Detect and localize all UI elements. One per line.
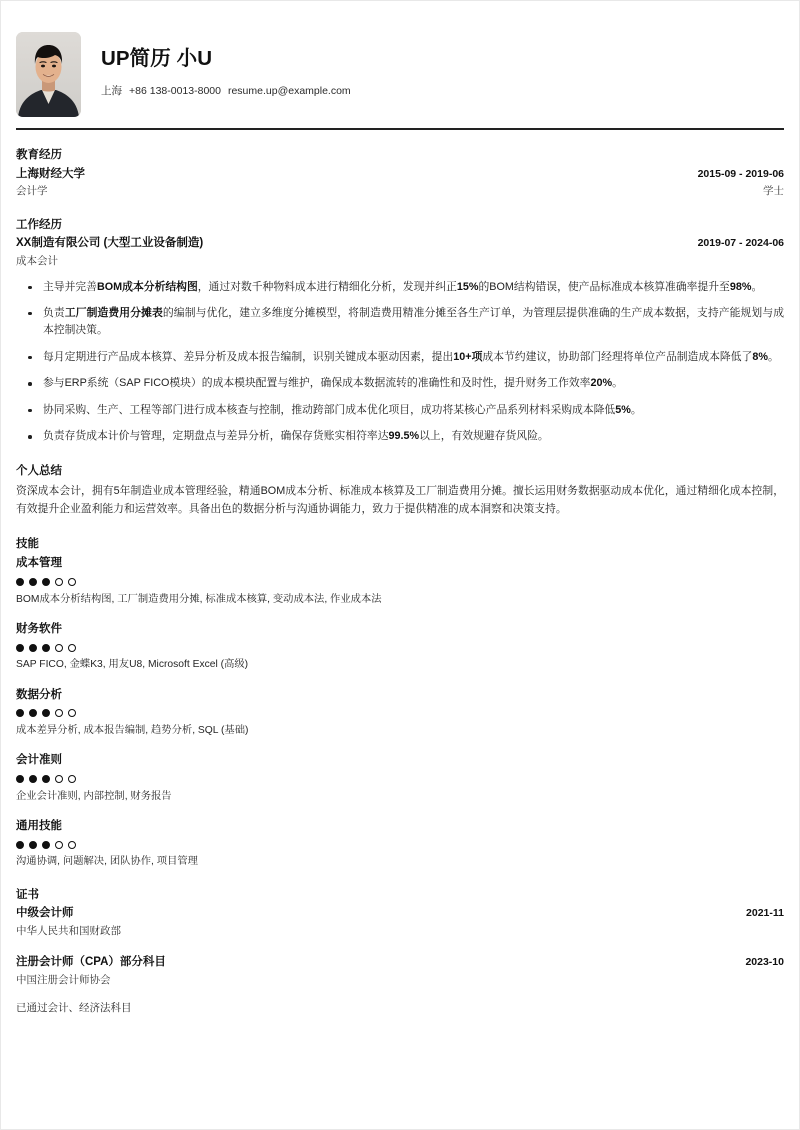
section-work	[16, 217, 784, 446]
bullet-text: 以上，有效规避存货风险。	[419, 430, 549, 443]
bullet-text: 。	[767, 350, 779, 363]
section-certificates	[16, 887, 784, 1017]
contact-location: 上海	[101, 84, 122, 97]
skill-dot-filled	[29, 709, 37, 717]
bullet-text: 的BOM结构错误，使产品标准成本核算准确率提升至	[478, 280, 730, 293]
certificate-title: 注册会计师（CPA）部分科目	[16, 956, 166, 969]
skill-dot-filled	[42, 644, 50, 652]
skill-description: 成本差异分析, 成本报告编制, 趋势分析, SQL (基础)	[16, 724, 249, 736]
section-title-skills: 技能	[16, 537, 39, 550]
contact-email: resume.up@example.com	[227, 84, 351, 97]
certificate-issuer: 中华人民共和国财政部	[16, 925, 121, 938]
work-bullet	[16, 305, 784, 340]
skill-name: 会计准则	[16, 754, 62, 767]
bullet-text: 。	[751, 280, 763, 293]
skill-dot-empty	[68, 578, 76, 586]
skill-level-dots	[16, 643, 784, 652]
bullet-text: 参与ERP系统（SAP FICO模块）的成本模块配置与维护，确保成本数据流转的准确性和及时性，提升财务工作效率	[43, 377, 591, 390]
bullet-highlight: 98%	[729, 280, 752, 293]
skill-dot-filled	[29, 644, 37, 652]
certificate-entry-header	[16, 954, 784, 972]
bullet-text: 协同采购、生产、工程等部门进行成本核查与控制，推动跨部门成本优化项目，成功将某核心产品系列材料采购成本降低	[43, 403, 616, 416]
skill-dot-filled	[29, 578, 37, 586]
skill-list	[16, 555, 784, 869]
section-title-summary: 个人总结	[16, 464, 62, 477]
contact-line	[101, 85, 351, 99]
work-entry	[16, 235, 784, 445]
certificate-issuer: 中国注册会计师协会	[16, 974, 111, 987]
bullet-text: 。	[630, 403, 642, 416]
bullet-text: 主导并完善	[43, 280, 97, 293]
section-education	[16, 147, 784, 200]
work-entry-detail	[16, 253, 784, 269]
work-bullet	[16, 402, 784, 419]
work-role: 成本会计	[16, 255, 58, 268]
section-summary	[16, 463, 784, 519]
skill-dot-filled	[42, 709, 50, 717]
certificate-entry-header	[16, 905, 784, 923]
bullet-highlight: 15%	[456, 280, 479, 293]
skill-dot-filled	[42, 578, 50, 586]
skill-dot-empty	[68, 841, 76, 849]
summary-text: 资深成本会计，拥有5年制造业成本管理经验，精通BOM成本分析、标准成本核算及工厂制造费用分摊。擅长运用财务数据驱动成本优化，通过精细化成本控制，有效提升企业盈利能力和运营效率。具备出色的数据分析与沟通协调能力，致力于提供精准的成本洞察和决策支持。	[16, 484, 784, 516]
skill-dot-empty	[55, 841, 63, 849]
education-entry-header	[16, 166, 784, 184]
certificate-entry	[16, 954, 784, 1017]
header-divider	[16, 128, 784, 130]
skill-name: 财务软件	[16, 623, 62, 636]
skill-level-dots	[16, 709, 784, 718]
skill-level-dots	[16, 578, 784, 587]
certificate-title: 中级会计师	[16, 907, 74, 920]
skill-description: 企业会计准则, 内部控制, 财务报告	[16, 790, 172, 802]
bullet-highlight: 5%	[615, 403, 631, 416]
work-bullet-list	[16, 279, 784, 446]
skill-item	[16, 687, 784, 739]
bullet-highlight: BOM成本分析结构图	[96, 280, 198, 293]
skill-level-dots	[16, 775, 784, 784]
skill-dot-filled	[16, 644, 24, 652]
skill-item	[16, 818, 784, 870]
skill-dot-filled	[42, 775, 50, 783]
education-school: 上海财经大学	[16, 167, 85, 180]
skill-dot-empty	[68, 775, 76, 783]
work-bullet	[16, 349, 784, 366]
work-bullet	[16, 375, 784, 392]
education-entry	[16, 166, 784, 200]
skill-dot-filled	[16, 841, 24, 849]
resume-body	[1, 147, 799, 1017]
bullet-highlight: 工厂制造费用分摊表	[64, 306, 163, 319]
skill-dot-empty	[68, 644, 76, 652]
certificate-date: 2021-11	[746, 907, 784, 920]
skill-dot-filled	[42, 841, 50, 849]
work-date: 2019-07 - 2024-06	[697, 237, 784, 250]
resume-content	[1, 1, 799, 105]
bullet-text: 成本节约建议，协助部门经理将单位产品制造成本降低了	[482, 350, 753, 363]
skill-dot-empty	[55, 775, 63, 783]
section-title-work: 工作经历	[16, 218, 62, 231]
work-entry-header	[16, 235, 784, 253]
education-degree: 学士	[763, 185, 784, 198]
skill-description: BOM成本分析结构图, 工厂制造费用分摊, 标准成本核算, 变动成本法, 作业成本法	[16, 593, 382, 605]
identity-block	[101, 47, 351, 100]
work-company: XX制造有限公司 (大型工业设备制造)	[16, 237, 204, 250]
skill-level-dots	[16, 840, 784, 849]
page-title: UP简历 小U	[101, 47, 213, 71]
skill-dot-empty	[68, 709, 76, 717]
skill-item	[16, 555, 784, 607]
skill-item	[16, 752, 784, 804]
avatar	[16, 32, 81, 117]
bullet-highlight: 10+项	[453, 350, 483, 363]
bullet-highlight: 8%	[752, 350, 768, 363]
bullet-text: ，通过对数千种物料成本进行精细化分析，发现并纠正	[197, 280, 457, 293]
skill-dot-empty	[55, 644, 63, 652]
skill-name: 成本管理	[16, 557, 62, 570]
bullet-highlight: 99.5%	[388, 430, 420, 443]
section-skills	[16, 536, 784, 870]
skill-dot-filled	[29, 841, 37, 849]
work-bullet	[16, 428, 784, 445]
section-title-certificates: 证书	[16, 888, 39, 901]
skill-item	[16, 621, 784, 673]
bullet-highlight: 20%	[590, 377, 613, 390]
contact-phone: +86 138-0013-8000	[129, 84, 221, 97]
section-title-education: 教育经历	[16, 149, 62, 161]
bullet-text: 的编制与优化，建立多维度分摊模型，将制造费用精准分摊至各生产订单，为管理层提供准确的生产成本数据，支持产能规划与成本控制决策。	[43, 306, 785, 337]
skill-dot-filled	[16, 578, 24, 586]
bullet-text: 。	[612, 377, 623, 390]
skill-dot-filled	[29, 775, 37, 783]
bullet-text: 每月定期进行产品成本核算、差异分析及成本报告编制，识别关键成本驱动因素，提出	[43, 350, 454, 363]
skill-dot-filled	[16, 775, 24, 783]
work-bullet	[16, 279, 784, 296]
education-entry-detail	[16, 183, 784, 199]
certificate-date: 2023-10	[745, 956, 784, 969]
bullet-text: 负责	[43, 306, 65, 319]
education-date: 2015-09 - 2019-06	[697, 167, 784, 180]
certificate-list	[16, 905, 784, 1016]
skill-name: 数据分析	[16, 688, 62, 701]
skill-dot-filled	[16, 709, 24, 717]
education-major: 会计学	[16, 185, 48, 198]
skill-description: SAP FICO, 金蝶K3, 用友U8, Microsoft Excel (高级)	[16, 659, 249, 671]
skill-dot-empty	[55, 709, 63, 717]
skill-description: 沟通协调, 问题解决, 团队协作, 项目管理	[16, 856, 198, 868]
resume-header	[16, 1, 784, 105]
bullet-text: 负责存货成本计价与管理，定期盘点与差异分析，确保存货账实相符率达	[43, 430, 389, 443]
certificate-entry	[16, 905, 784, 938]
skill-name: 通用技能	[16, 820, 62, 833]
skill-dot-empty	[55, 578, 63, 586]
certificate-note: 已通过会计、经济法科目	[16, 1002, 132, 1015]
